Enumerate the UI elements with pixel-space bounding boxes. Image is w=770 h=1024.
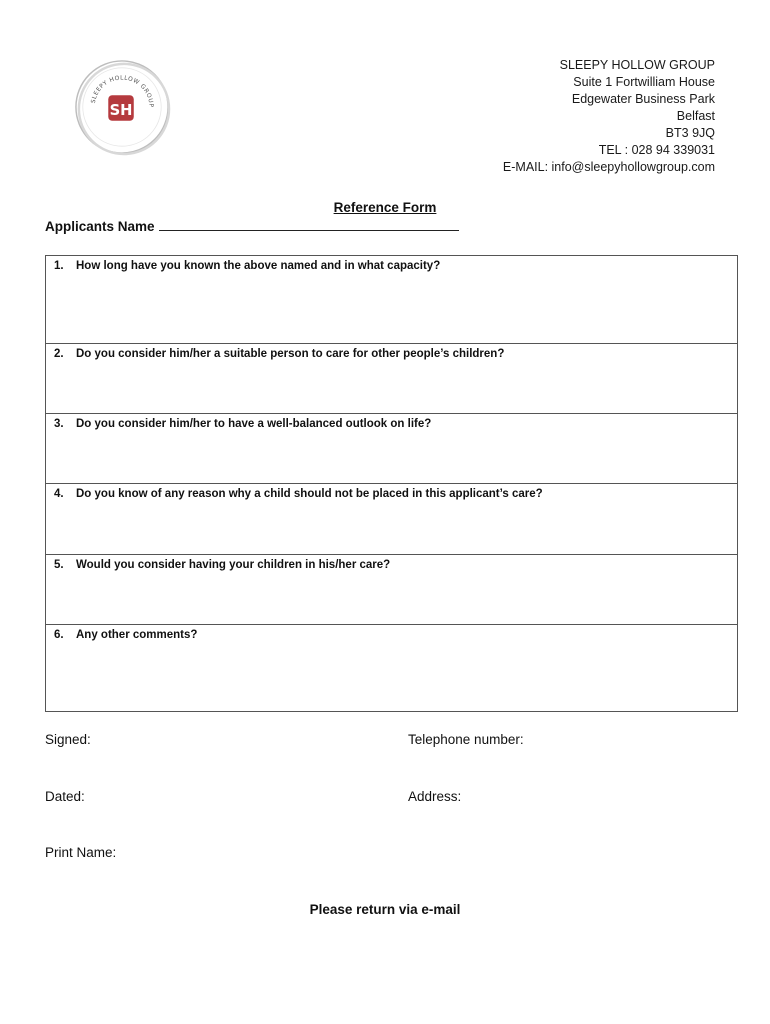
address-email: E-MAIL: info@sleepyhollowgroup.com [502,160,715,174]
question-row[interactable] [46,625,737,711]
address-telephone: TEL : 028 94 339031 [598,143,715,157]
telephone-number-label: Telephone number: [408,732,524,747]
sleepy-hollow-logo [73,57,171,157]
address-company-name: SLEEPY HOLLOW GROUP [559,58,715,72]
address-label: Address: [408,789,462,804]
question-row[interactable] [46,256,737,344]
question-text: Do you consider him/her a suitable person to care for other people’s children? [76,348,505,360]
question-row[interactable] [46,344,737,414]
applicant-name-underline[interactable] [159,218,459,231]
question-text: Would you consider having your children in his/her care? [76,559,391,571]
return-instructions: Please return via e-mail [309,902,461,917]
question-number: 6. [54,629,64,641]
address-city: Belfast [676,109,715,123]
question-text: Any other comments? [76,629,198,641]
applicant-name-field[interactable] [45,218,459,234]
address-line-2: Edgewater Business Park [571,92,715,106]
question-number: 5. [54,559,64,571]
question-row[interactable] [46,414,737,484]
question-number: 1. [54,260,64,272]
address-line-1: Suite 1 Fortwilliam House [573,75,715,89]
dated-label: Dated: [45,789,85,804]
logo-seal-icon [73,57,171,157]
question-number: 4. [54,488,64,500]
logo-monogram: SH [109,101,133,119]
question-text: Do you consider him/her to have a well-balanced outlook on life? [76,418,432,430]
form-title: Reference Form [333,200,437,215]
question-text: How long have you known the above named and in what capacity? [76,260,441,272]
company-address [503,57,715,176]
questions-table [45,255,738,712]
print-name-label: Print Name: [45,845,117,860]
question-number: 3. [54,418,64,430]
address-postcode: BT3 9JQ [665,126,715,140]
applicant-name-label: Applicants Name [45,219,155,234]
logo-ring-text: SLEEPY HOLLOW GROUP [90,75,154,108]
question-row[interactable] [46,484,737,555]
question-number: 2. [54,348,64,360]
question-row[interactable] [46,555,737,625]
question-text: Do you know of any reason why a child should not be placed in this applicant’s care? [76,488,543,500]
signed-label: Signed: [45,732,91,747]
